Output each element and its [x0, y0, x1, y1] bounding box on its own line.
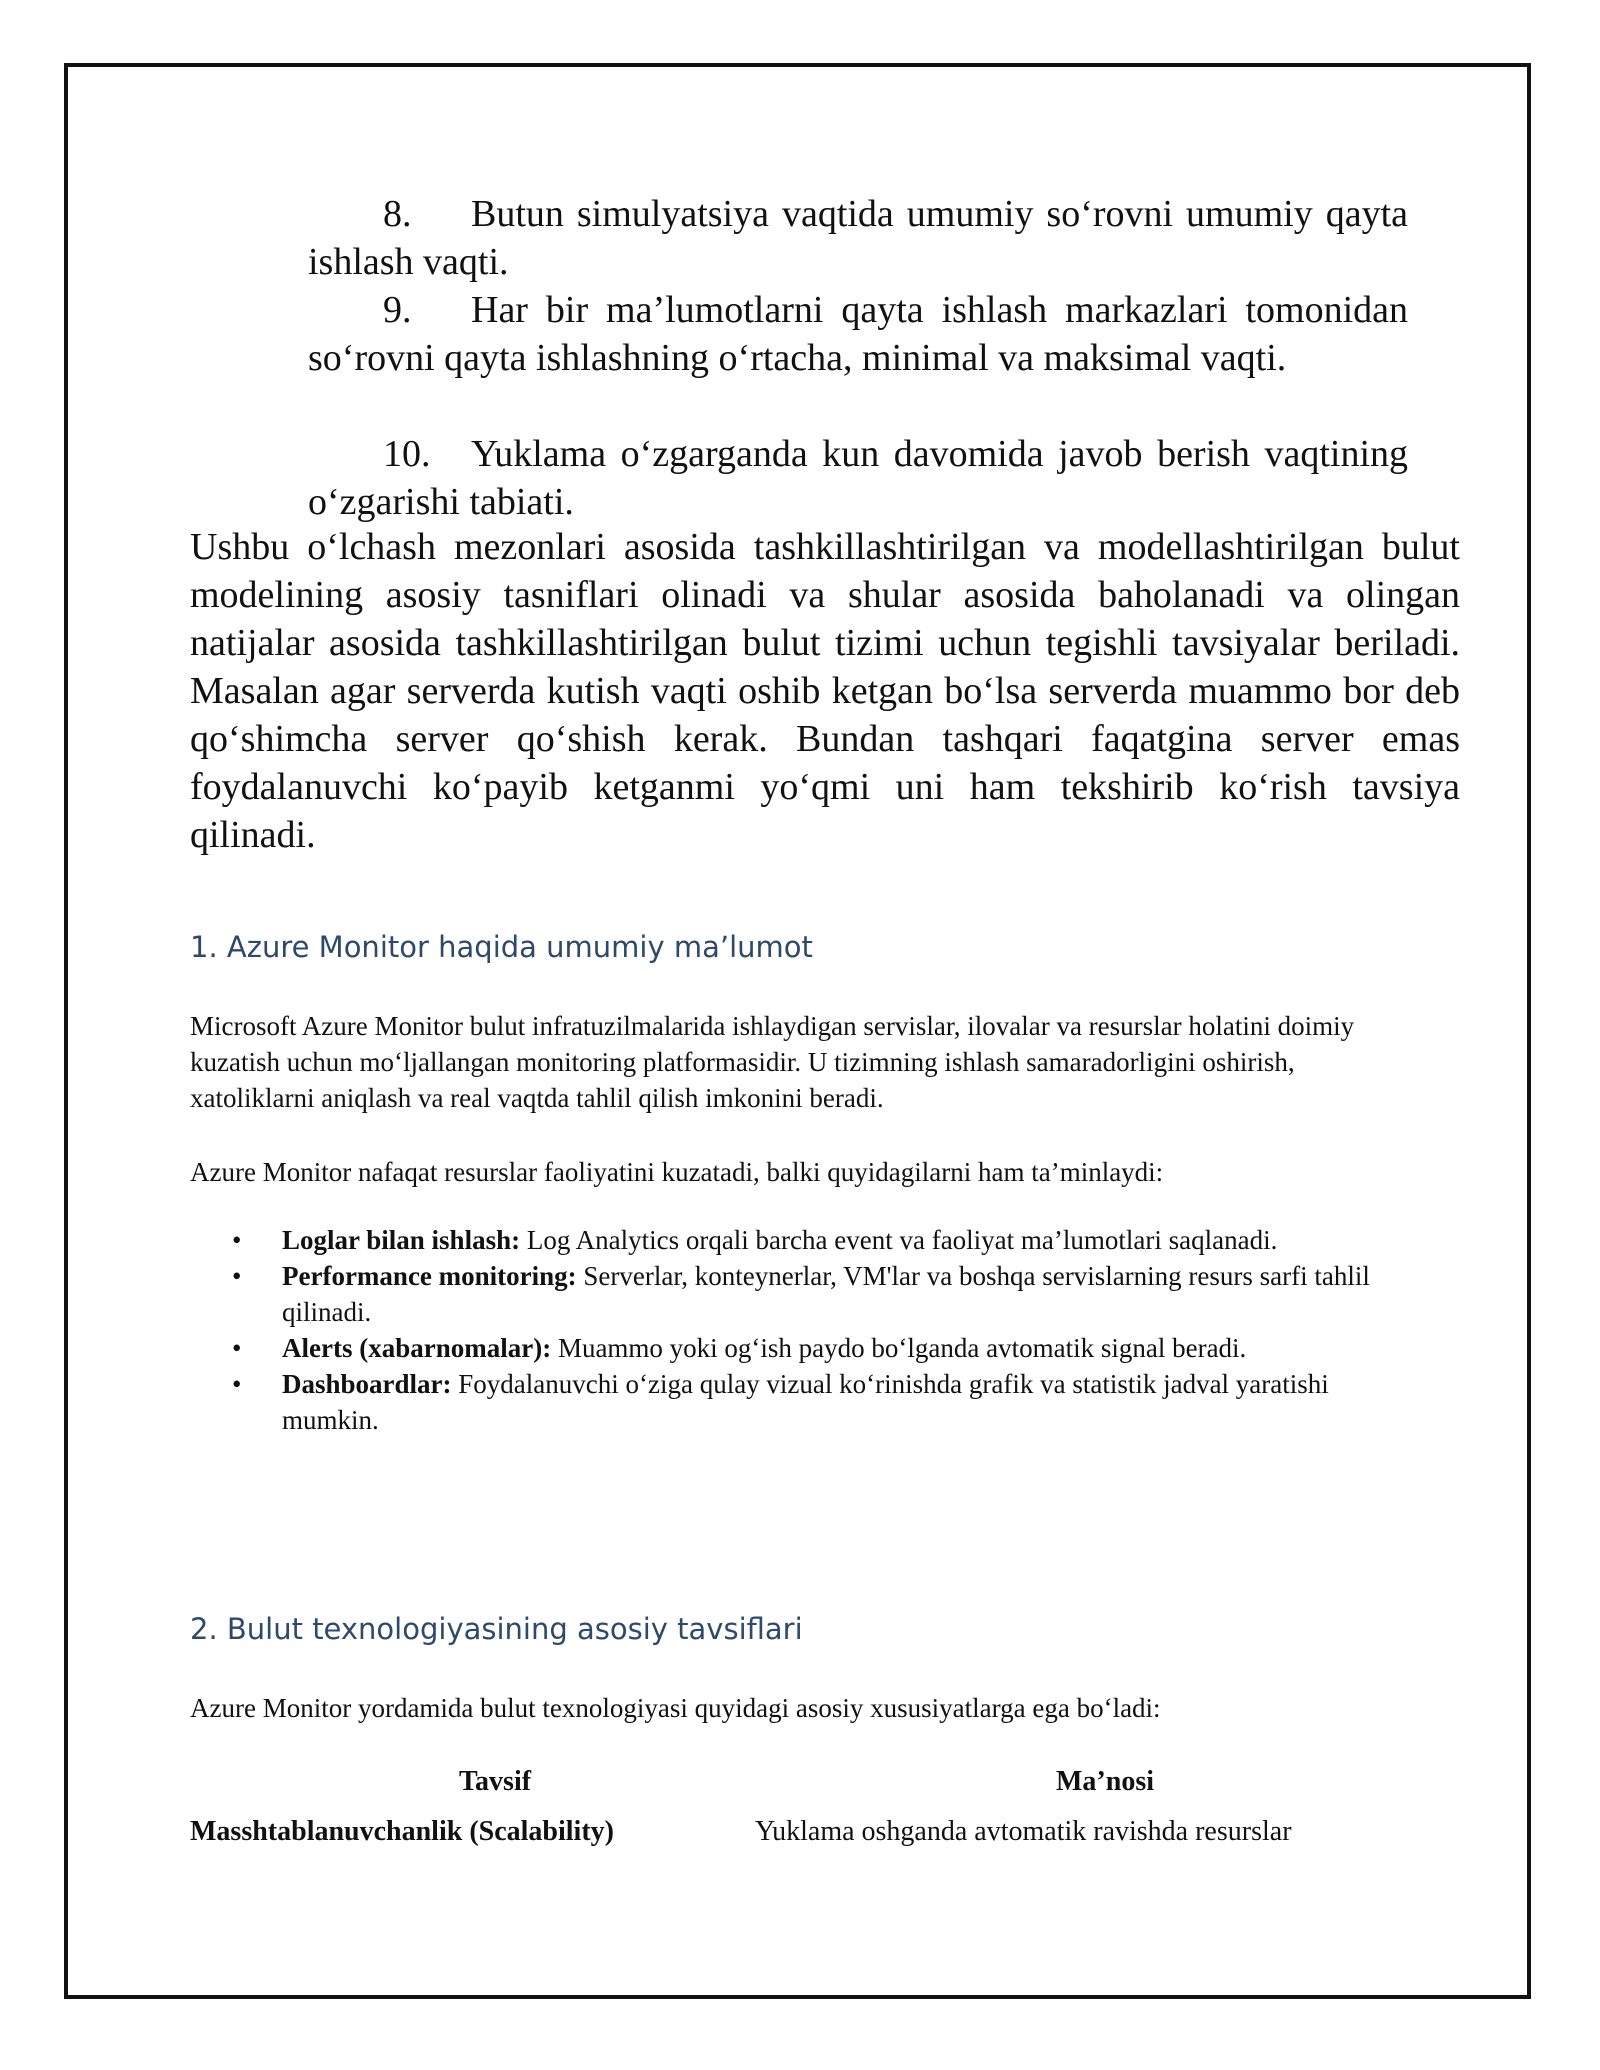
bullet-icon: • [232, 1225, 242, 1255]
item-number: 10. [383, 433, 431, 475]
section-1-paragraph-1: Microsoft Azure Monitor bulut infratuzilmalarida ishlaydigan servislar, ilovalar va resurslar holatini doimiy kuzatish uchun mo‘ljallangan monitoring platformasidir. U tizimning ishlash samaradorligini oshirish, xatoliklarni aniqlash va real vaqtda tahlil qilish imkonini beradi. [190, 1011, 1355, 1113]
item-number: 8. [383, 193, 412, 235]
table-cell-meaning: Yuklama oshganda avtomatik ravishda resurslar [755, 1816, 1292, 1847]
table-cell-feature: Masshtablanuvchanlik (Scalability) [190, 1816, 614, 1847]
bullet-title: Performance monitoring: [282, 1261, 577, 1291]
feature-bullet-list [230, 1222, 1410, 1438]
body-paragraph: Ushbu o‘lchash mezonlari asosida tashkillashtirilgan va modellashtirilgan bulut modelining asosiy tasniflari olinadi va shular asosida baholanadi va olingan natijalar asosida tashkillashtirilgan bulut tizimi uchun tegishli tavsiyalar beriladi. Masalan agar serverda kutish vaqti oshib ketgan bo‘lsa serverda muammo bor deb qo‘shimcha server qo‘shish kerak. Bundan tashqari faqatgina server emas foydalanuvchi ko‘payib ketganmi yo‘qmi uni ham tekshirib ko‘rish tavsiya qilinadi. [190, 526, 1460, 856]
numbered-item-8 [308, 190, 1408, 286]
bullet-icon: • [232, 1369, 242, 1399]
section-2-heading: 2. Bulut texnologiyasining asosiy tavsiflari [190, 1612, 803, 1646]
bullet-text: Serverlar, konteynerlar, VM'lar va boshqa servislarning resurs sarfi tahlil qilinadi. [282, 1261, 1370, 1327]
item-text: Yuklama o‘zgarganda kun davomida javob berish vaqtining o‘zgarishi tabiati. [308, 433, 1408, 523]
bullet-title: Loglar bilan ishlash: [282, 1225, 521, 1255]
bullet-text: Muammo yoki og‘ish paydo bo‘lganda avtomatik signal beradi. [551, 1333, 1247, 1363]
bullet-text: Foydalanuvchi o‘ziga qulay vizual ko‘rinishda grafik va statistik jadval yaratishi mumkin. [282, 1369, 1329, 1435]
bullet-title: Dashboardlar: [282, 1369, 452, 1399]
bullet-title: Alerts (xabarnomalar): [282, 1333, 552, 1363]
bullet-item [230, 1258, 1410, 1330]
table-header-tavsif: Tavsif [458, 1766, 532, 1797]
numbered-item-9 [308, 286, 1408, 382]
bullet-icon: • [232, 1333, 242, 1363]
item-text: Har bir ma’lumotlarni qayta ishlash markazlari tomonidan so‘rovni qayta ishlashning o‘rtacha, minimal va maksimal vaqti. [308, 289, 1408, 379]
table-header-manosi: Ma’nosi [1056, 1766, 1154, 1797]
bullet-icon: • [232, 1261, 242, 1291]
numbered-item-10 [308, 430, 1408, 526]
item-number: 9. [383, 289, 412, 331]
bullet-item [230, 1366, 1410, 1438]
section-1-paragraph-2: Azure Monitor nafaqat resurslar faoliyatini kuzatadi, balki quyidagilarni ham ta’minlaydi: [190, 1157, 1164, 1187]
bullet-text: Log Analytics orqali barcha event va faoliyat ma’lumotlari saqlanadi. [520, 1225, 1278, 1255]
item-text: Butun simulyatsiya vaqtida umumiy so‘rovni umumiy qayta ishlash vaqti. [308, 193, 1408, 283]
section-1-heading: 1. Azure Monitor haqida umumiy ma’lumot [190, 930, 813, 964]
section-2-paragraph: Azure Monitor yordamida bulut texnologiyasi quyidagi asosiy xususiyatlarga ega bo‘ladi: [190, 1693, 1161, 1723]
bullet-item [230, 1222, 1410, 1258]
bullet-item [230, 1330, 1410, 1366]
